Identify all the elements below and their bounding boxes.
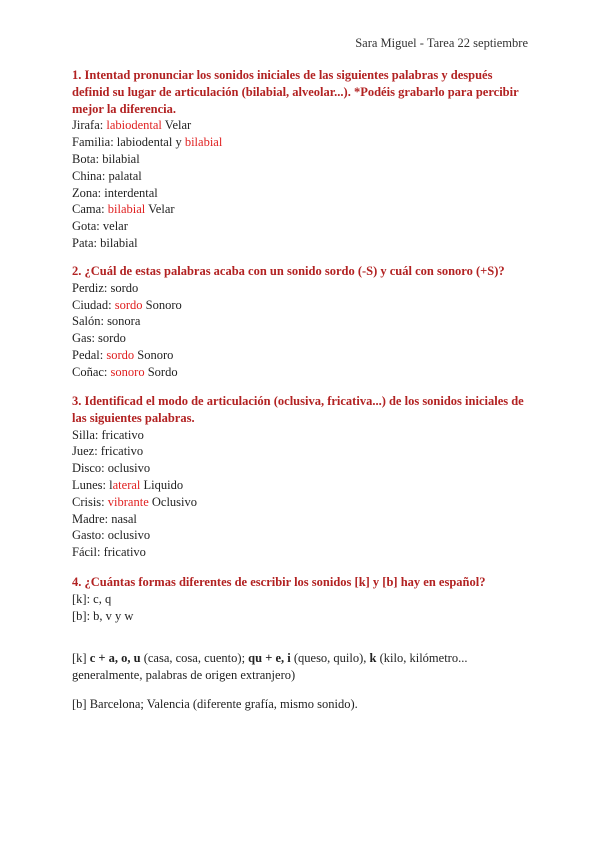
answer-text: Coñac:	[72, 364, 111, 379]
document-header: Sara Miguel - Tarea 22 septiembre	[355, 36, 528, 50]
answer-text: Madre: nasal	[72, 511, 137, 526]
question-3-section	[72, 393, 532, 561]
answer-text-after: Oclusivo	[148, 494, 198, 509]
answer-row	[72, 185, 532, 202]
k-note-line-2: generalmente, palabras de origen extranjero)	[72, 667, 296, 682]
answer-row	[72, 477, 532, 494]
question-1: 1. Intentad pronunciar los sonidos iniciales de las siguientes palabras y después definid su lugar de articulación (bilabial, alveolar...). *Podéis grabarlo para percibir mejor la diferencia.	[72, 68, 519, 116]
answer-correction: bilabial	[107, 202, 146, 217]
answer-text-after: Sonoro	[142, 297, 182, 312]
answer-text-after: Velar	[161, 118, 192, 133]
k-rule-1: c + a, o, u	[89, 651, 141, 665]
answer-row	[72, 330, 532, 347]
k-example-3: (kilo, kilómetro...	[376, 651, 468, 665]
answer-row	[72, 218, 532, 235]
answer-text: Cama:	[72, 202, 108, 217]
k-note-prefix: [k]	[72, 651, 90, 665]
answer-text-after: Sordo	[144, 364, 178, 379]
answer-text: Perdiz: sordo	[72, 280, 139, 295]
answer-b: [b]: b, v y w	[72, 608, 134, 623]
b-notes	[72, 696, 532, 713]
question-2-answers	[72, 280, 532, 381]
k-rule-2: qu + e, i	[248, 651, 291, 665]
answer-row	[72, 347, 532, 364]
answer-row	[72, 117, 532, 134]
answer-text-after: Sonoro	[134, 347, 174, 362]
answer-row	[72, 443, 532, 460]
answer-row	[72, 151, 532, 168]
k-notes	[72, 650, 532, 684]
question-1-answers	[72, 117, 532, 251]
answer-text: Silla: fricativo	[72, 427, 144, 442]
answer-text: Salón: sonora	[72, 314, 141, 329]
answer-text: Bota: bilabial	[72, 151, 140, 166]
answer-row	[72, 527, 532, 544]
answer-text: Gota: velar	[72, 219, 128, 234]
k-rule-3: k	[369, 651, 377, 665]
answer-correction: vibrante	[107, 494, 149, 509]
k-note-line-1	[72, 650, 532, 667]
answer-correction: sordo	[114, 297, 143, 312]
answer-correction: bilabial	[184, 135, 223, 150]
question-4: 4. ¿Cuántas formas diferentes de escribir los sonidos [k] y [b] hay en español?	[72, 575, 486, 589]
answer-row	[72, 297, 532, 314]
answer-text: Disco: oclusivo	[72, 461, 151, 476]
answer-text: China: palatal	[72, 168, 142, 183]
answer-correction: labiodental	[106, 118, 162, 133]
answer-text: Ciudad:	[72, 297, 115, 312]
answer-row	[72, 427, 532, 444]
k-example-2: (queso, quilo),	[290, 651, 370, 665]
answer-correction: sordo	[106, 347, 135, 362]
answer-text: Jirafa:	[72, 118, 107, 133]
answer-k: [k]: c, q	[72, 591, 112, 606]
b-note-line: [b] Barcelona; Valencia (diferente grafía, mismo sonido).	[72, 697, 358, 711]
answer-row	[72, 134, 532, 151]
answer-text: Zona: interdental	[72, 185, 158, 200]
question-3: 3. Identificad el modo de articulación (oclusiva, fricativa...) de los sonidos iniciales de las siguientes palabras.	[72, 394, 524, 425]
answer-text: Gas: sordo	[72, 331, 126, 346]
answer-text: Pata: bilabial	[72, 235, 138, 250]
question-2-section	[72, 263, 532, 381]
answer-row	[72, 494, 532, 511]
question-4-section	[72, 574, 532, 624]
answer-row	[72, 235, 532, 252]
answer-text: Familia: labiodental y	[72, 135, 185, 150]
answer-text: Crisis:	[72, 494, 108, 509]
answer-correction: sonoro	[110, 364, 145, 379]
answer-text: Pedal:	[72, 347, 107, 362]
answer-text: Gasto: oclusivo	[72, 528, 151, 543]
answer-text: Fácil: fricativo	[72, 545, 146, 560]
answer-row	[72, 280, 532, 297]
answer-row	[72, 460, 532, 477]
answer-text-after: Liquido	[140, 477, 184, 492]
answer-row	[72, 364, 532, 381]
answer-row	[72, 511, 532, 528]
k-example-1: (casa, cosa, cuento);	[140, 651, 249, 665]
question-2: 2. ¿Cuál de estas palabras acaba con un sonido sordo (-S) y cuál con sonoro (+S)?	[72, 264, 505, 278]
question-3-answers	[72, 427, 532, 561]
answer-correction: ateral	[112, 477, 141, 492]
question-1-section	[72, 67, 532, 252]
answer-text-after: Velar	[145, 202, 175, 217]
answer-row	[72, 201, 532, 218]
answer-row	[72, 313, 532, 330]
answer-row	[72, 168, 532, 185]
answer-text: Lunes: l	[72, 477, 113, 492]
answer-row	[72, 544, 532, 561]
answer-text: Juez: fricativo	[72, 444, 144, 459]
